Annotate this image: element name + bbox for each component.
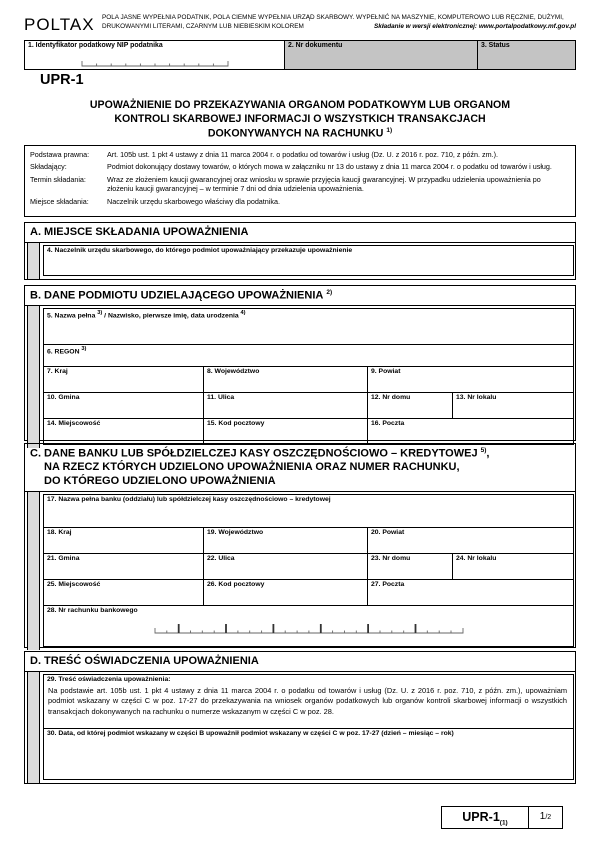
page-footer xyxy=(24,806,576,829)
field-11-ulica-input[interactable]: 11. Ulica xyxy=(204,393,368,418)
field-4-label: 4. Naczelnik urzędu skarbowego, do którego podmiot upoważniający przekazuje upoważnienie xyxy=(47,246,353,254)
field-29-label: 29. Treść oświadczenia upoważnienia: xyxy=(47,675,171,683)
section-a-side-strip xyxy=(27,243,40,279)
filling-instructions xyxy=(102,13,576,32)
field-30-label: 30. Data, od której podmiot wskazany w części B upoważnił podmiot wskazany w części C w poz. 17-27 (dzień – miesiąc – rok) xyxy=(47,730,454,737)
legal-row-skladajacy: Składający: Podmiot dokonujący dostawy towarów, o których mowa w załączniku nr 13 do ustawy z dnia 11 marca 2004 r. o podatku od towarów i usług. xyxy=(30,162,552,172)
footer-form-code-box xyxy=(441,806,563,829)
section-a xyxy=(24,222,576,280)
field-5-nazwa-pelna-input[interactable] xyxy=(44,309,573,345)
header-fields-row xyxy=(24,40,576,70)
field-26-kod-pocztowy-input[interactable]: 26. Kod pocztowy xyxy=(204,580,368,605)
form-title xyxy=(24,99,576,141)
field-21-gmina-input[interactable]: 21. Gmina xyxy=(44,554,204,579)
field-22-ulica-input[interactable]: 22. Ulica xyxy=(204,554,368,579)
section-d-header: D. TREŚĆ OŚWIADCZENIA UPOWAŻNIENIA xyxy=(25,652,575,672)
nip-digit-comb xyxy=(80,58,230,67)
field-18-kraj-input[interactable]: 18. Kraj xyxy=(44,528,204,553)
poltax-logo: POLTAX xyxy=(24,15,95,34)
form-title-line1: UPOWAŻNIENIE DO PRZEKAZYWANIA ORGANOM PODATKOWYM LUB ORGANOM xyxy=(89,99,511,111)
field-5-label: 5. Nazwa pełna $^{3)}$ / Nazwisko, pierwsze imię, data urodzenia $^{4)}$ xyxy=(47,310,246,320)
field-19-wojewodztwo-input[interactable]: 19. Województwo xyxy=(204,528,368,553)
section-b-side-strip xyxy=(27,306,40,448)
field-23-nr-domu-input[interactable]: 23. Nr domu xyxy=(368,554,453,579)
section-d-side-strip xyxy=(27,672,40,783)
field-7-kraj-input[interactable]: 7. Kraj xyxy=(44,367,204,392)
instructions-line1: POLA JASNE WYPEŁNIA PODATNIK, POLA CIEMNE WYPEŁNIA URZĄD SKARBOWY. WYPEŁNIĆ NA MASZYNIE, KOMPUTEROWO LUB RĘCZNIE, DUŻYMI, xyxy=(102,14,564,21)
field-28-label: 28. Nr rachunku bankowego xyxy=(47,606,138,614)
form-title-line2: KONTROLI SKARBOWEJ INFORMACJI O WSZYSTKICH TRANSAKCJACH xyxy=(114,112,486,125)
field-1-label: 1. Identyfikator podatkowy NIP podatnika xyxy=(28,42,163,49)
field-16-poczta-input[interactable]: 16. Poczta xyxy=(371,420,405,428)
field-24-nr-lokalu-input[interactable]: 24. Nr lokalu xyxy=(456,554,497,562)
account-number-comb xyxy=(153,623,465,634)
field-10-gmina-input[interactable]: 10. Gmina xyxy=(44,393,204,418)
section-d xyxy=(24,651,576,784)
field-3-status xyxy=(478,41,575,69)
field-12-nr-domu-input[interactable]: 12. Nr domu xyxy=(368,393,453,418)
legal-row-miejsce: Miejsce składania: Naczelnik urzędu skarbowego właściwy dla podatnika. xyxy=(30,197,280,207)
section-c-side-strip xyxy=(27,492,40,650)
field-17-label: 17. Nazwa pełna banku (oddziału) lub spółdzielczej kasy oszczędnościowo – kredytowej xyxy=(47,495,331,503)
field-1-nip[interactable] xyxy=(25,41,285,69)
field-8-wojewodztwo-input[interactable]: 8. Województwo xyxy=(204,367,368,392)
section-b xyxy=(24,285,576,441)
legal-row-podstawa: Podstawa prawna: Art. 105b ust. 1 pkt 4 ustawy z dnia 11 marca 2004 r. o podatku od towarów i usług (Dz. U. z 2016 r. poz. 710, z późn. zm.). xyxy=(30,149,498,159)
field-14-miejscowosc-input[interactable]: 14. Miejscowość xyxy=(44,419,204,444)
footer-page-number: 1/2 xyxy=(528,807,562,828)
legal-row-termin: Termin składania: Wraz ze złożeniem kaucji gwarancyjnej oraz wniosku w sprawie przyjęcia kaucji gwarancyjnej. W przypadku udzielenia upoważnienia po złożeniu kaucji gwarancyjnej – w terminie 7 dni od dnia udzielenia upoważnienia. xyxy=(30,174,541,194)
field-17-nazwa-banku-input[interactable] xyxy=(44,495,573,528)
field-6-label: 6. REGON $^{3)}$ xyxy=(47,346,87,356)
form-title-line3: DOKONYWANYCH NA RACHUNKU $^{1)}$ xyxy=(207,126,393,140)
field-27-poczta-input[interactable]: 27. Poczta xyxy=(371,580,405,588)
instructions-line2: DRUKOWANYMI LITERAMI, CZARNYM LUB NIEBIESKIM KOLOREM xyxy=(102,23,304,31)
section-b-footnote: 2) xyxy=(326,289,333,296)
field-29-oswiadczenie xyxy=(44,675,573,729)
section-c-header: C. DANE BANKU LUB SPÓŁDZIELCZEJ KASY OSZCZĘDNOŚCIOWO – KREDYTOWEJ $^{5)}$, NA RZECZ KTÓRYCH UDZIELONO UPOWAŻNIENIA ORAZ NUMER RACHUNKU, DO KTÓREGO UDZIELONO UPOWAŻNIENIA xyxy=(25,444,575,492)
field-30-data-input[interactable] xyxy=(44,729,573,779)
field-20-powiat-input[interactable]: 20. Powiat xyxy=(371,528,405,536)
field-9-powiat-input[interactable]: 9. Powiat xyxy=(371,368,401,376)
legal-basis-box xyxy=(24,145,576,217)
form-code-heading: UPR-1 xyxy=(40,72,84,88)
section-c xyxy=(24,443,576,648)
field-15-kod-pocztowy-input[interactable]: 15. Kod pocztowy xyxy=(204,419,368,444)
field-29-declaration-text: Na podstawie art. 105b ust. 1 pkt 4 ustawy z dnia 11 marca 2004 r. o podatku od towarów i usług (Dz. U. z 2016 r. poz. 710, z późn. zm.), upoważniam podmiot wskazany w części C w poz. 17-27 do przekazywania na wniosek organów podatkowych lub organów kontroli skarbowej informacji o wszystkich transakcjach dokonywanych na rachunku o numerze wskazanym w części C w poz. 28. xyxy=(48,686,567,716)
form-title-footnote: 1) xyxy=(386,126,393,134)
section-a-header: A. MIEJSCE SKŁADANIA UPOWAŻNIENIA xyxy=(25,223,575,243)
field-2-label: 2. Nr dokumentu xyxy=(288,42,343,49)
field-28-nr-rachunku-input[interactable] xyxy=(44,606,573,646)
field-3-label: 3. Status xyxy=(481,42,510,49)
field-4-naczelnik-input[interactable] xyxy=(44,246,573,274)
field-13-nr-lokalu-input[interactable]: 13. Nr lokalu xyxy=(456,394,497,402)
section-b-header: B. DANE PODMIOTU UDZIELAJĄCEGO UPOWAŻNIENIA $^{2)}$ xyxy=(25,286,575,306)
footer-form-code: UPR-$1_{(1)}$ xyxy=(462,810,508,827)
field-6-regon-input[interactable] xyxy=(44,345,573,367)
section-c-footnote: 5) xyxy=(480,447,487,454)
field-25-miejscowosc-input[interactable]: 25. Miejscowość xyxy=(44,580,204,605)
field-2-nr-dokumentu xyxy=(285,41,478,69)
top-bar xyxy=(24,13,576,35)
efiling-note: Składanie w wersji elektronicznej: www.portalpodatkowy.mf.gov.pl xyxy=(374,23,576,31)
